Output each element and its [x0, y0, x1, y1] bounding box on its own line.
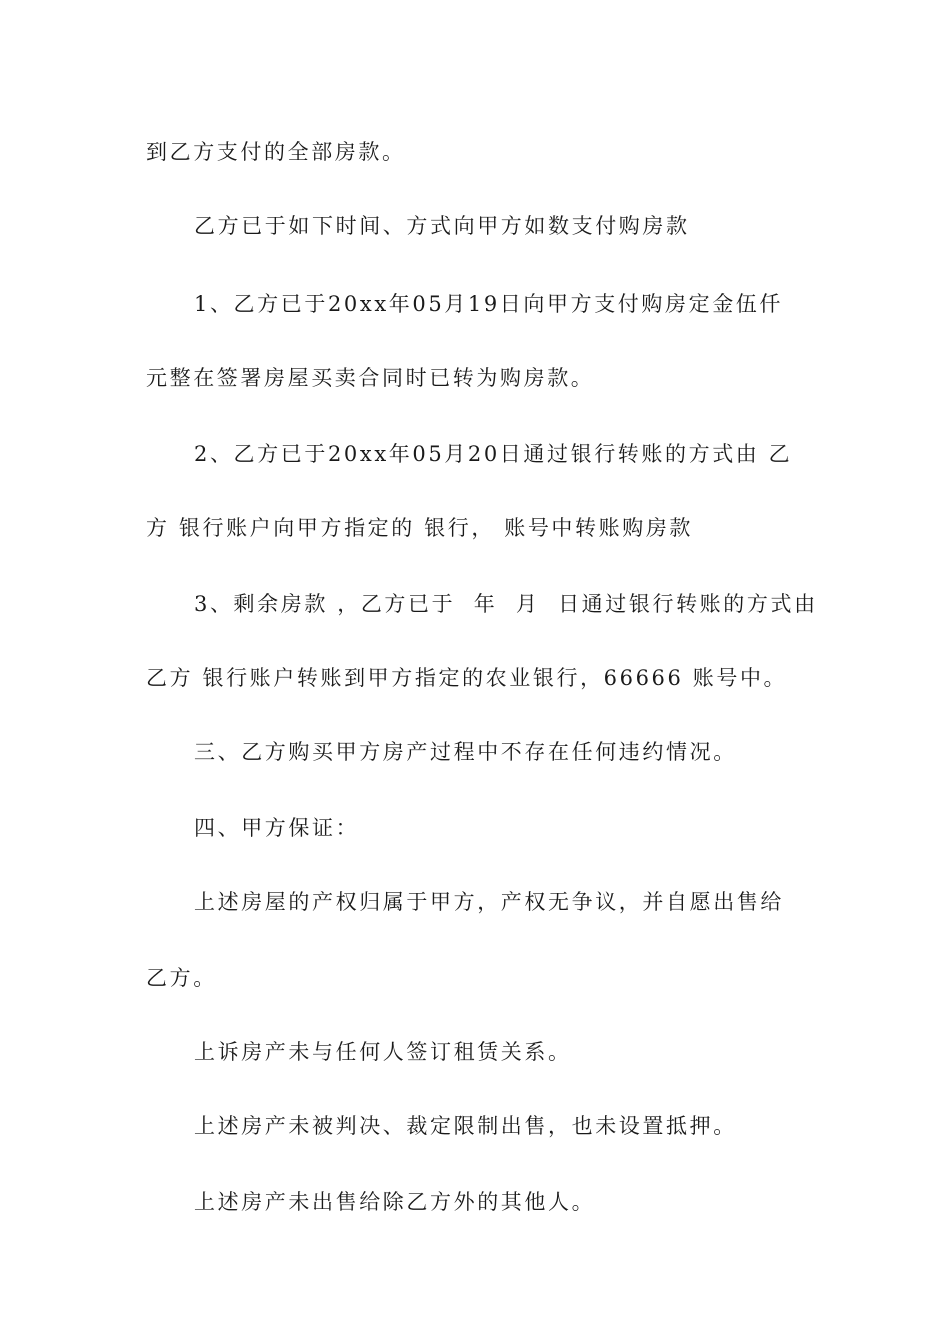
text-line-13: 上诉房产未与任何人签订租赁关系。: [194, 1040, 572, 1064]
text-line-9: 三、乙方购买甲方房产过程中不存在任何违约情况。: [194, 740, 737, 764]
text-line-7: 3、剩余房款 ，乙方已于 年 月 日通过银行转账的方式由: [194, 592, 818, 616]
text-line-6: 方 银行账户向甲方指定的 银行， 账号中转账购房款: [146, 516, 694, 540]
text-line-5: 2、乙方已于20xx年05月20日通过银行转账的方式由 乙: [194, 442, 793, 466]
text-line-8: 乙方 银行账户转账到甲方指定的农业银行，66666 账号中。: [146, 666, 788, 690]
text-line-15: 上述房产未出售给除乙方外的其他人。: [194, 1190, 596, 1214]
text-line-10: 四、甲方保证：: [194, 816, 360, 840]
text-line-2: 乙方已于如下时间、方式向甲方如数支付购房款: [194, 214, 690, 238]
text-line-14: 上述房产未被判决、裁定限制出售，也未设置抵押。: [194, 1114, 737, 1138]
text-line-1: 到乙方支付的全部房款。: [146, 140, 406, 164]
text-line-3: 1、乙方已于20xx年05月19日向甲方支付购房定金伍仟: [194, 292, 784, 316]
text-line-12: 乙方。: [146, 966, 217, 990]
text-line-11: 上述房屋的产权归属于甲方，产权无争议，并自愿出售给: [194, 890, 784, 914]
text-line-4: 元整在签署房屋买卖合同时已转为购房款。: [146, 366, 595, 390]
